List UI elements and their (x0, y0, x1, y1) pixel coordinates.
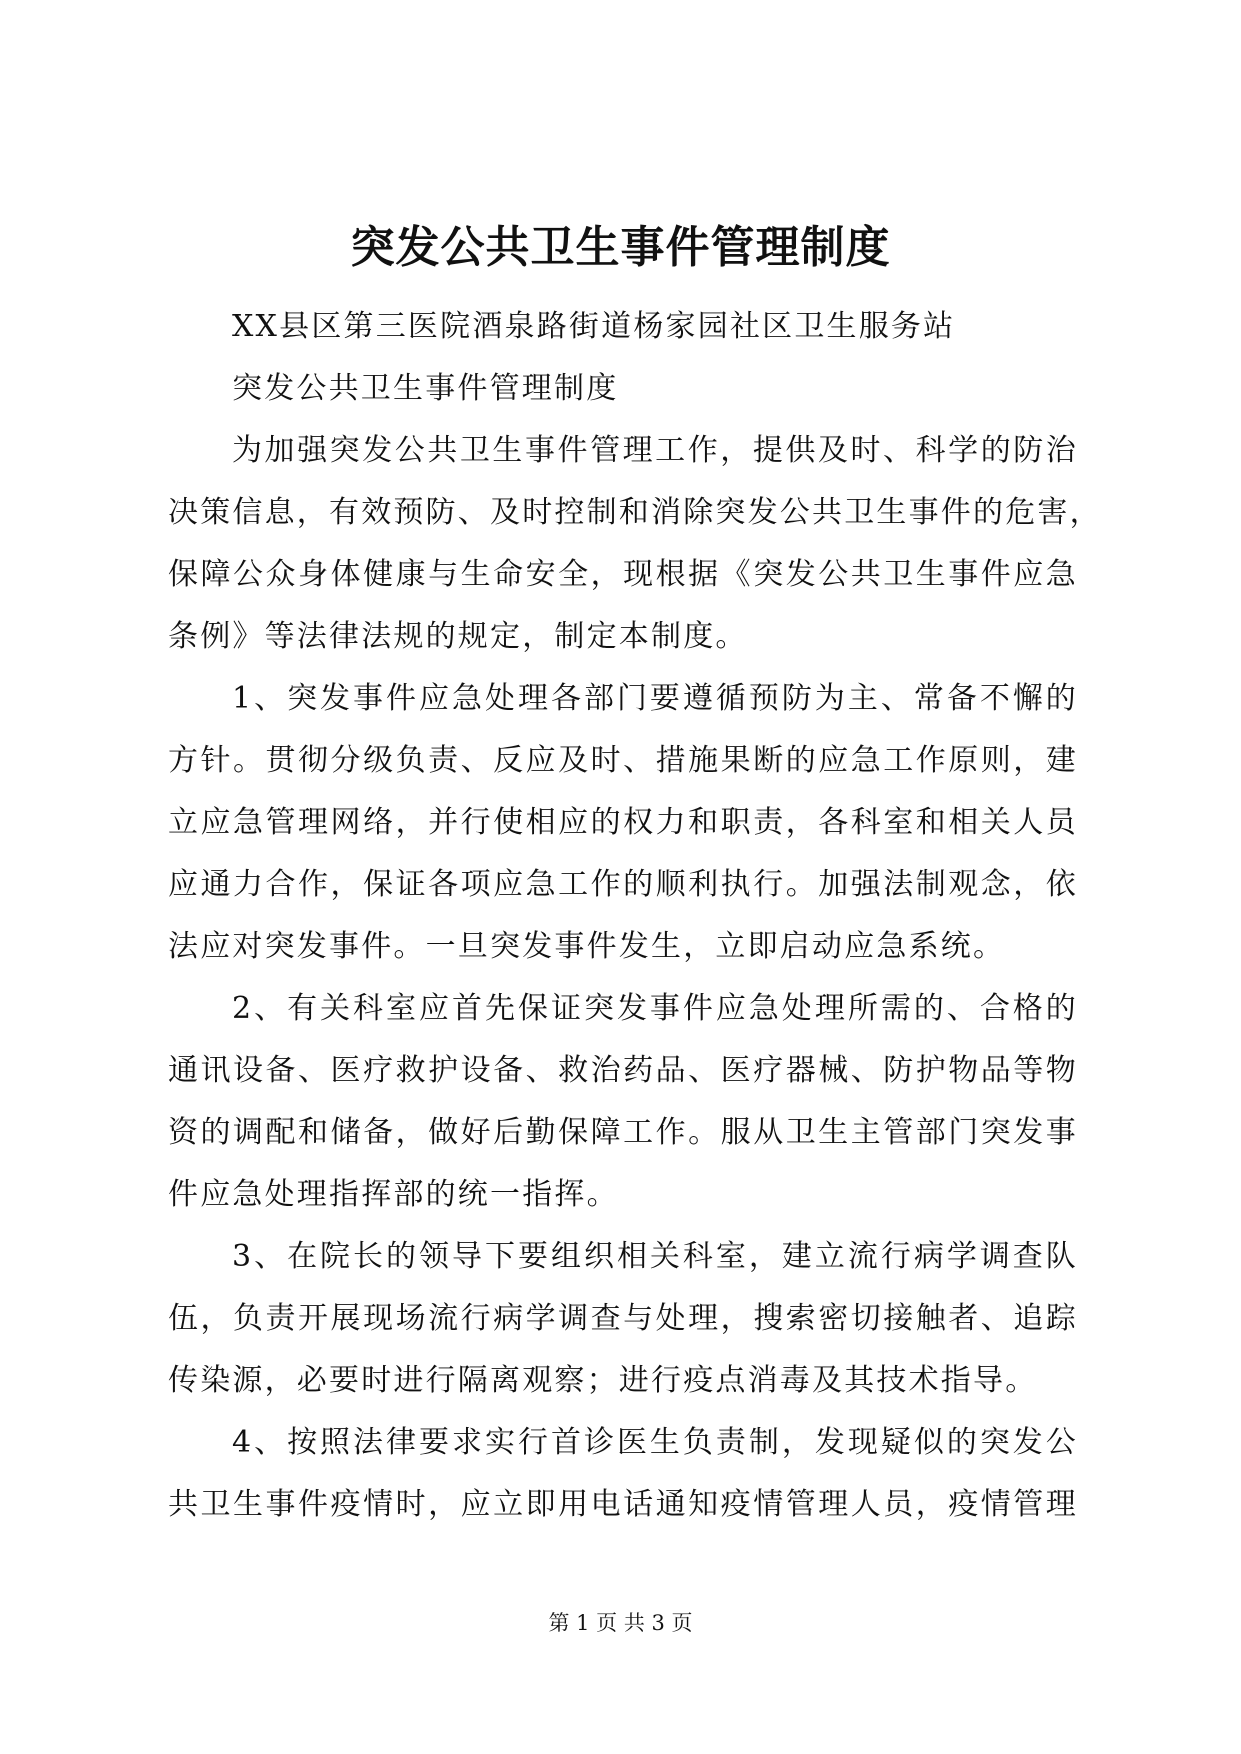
item-4-line: 共卫生事件疫情时，应立即用电话通知疫情管理人员，疫情管理 (168, 1487, 1078, 1522)
intro-paragraph-line: 保障公众身体健康与生命安全，现根据《突发公共卫生事件应急 (168, 557, 1078, 592)
org-name-line: XX县区第三医院酒泉路街道杨家园社区卫生服务站 (232, 309, 956, 344)
item-2-line: 2、有关科室应首先保证突发事件应急处理所需的、合格的 (232, 991, 1078, 1026)
document-body (168, 296, 1102, 1536)
subtitle-line: 突发公共卫生事件管理制度 (232, 371, 619, 406)
item-3-line: 伍，负责开展现场流行病学调查与处理，搜索密切接触者、追踪 (168, 1301, 1078, 1336)
document-title: 突发公共卫生事件管理制度 (350, 222, 891, 273)
item-1-line: 立应急管理网络，并行使相应的权力和职责，各科室和相关人员 (168, 805, 1078, 840)
intro-paragraph-line: 决策信息，有效预防、及时控制和消除突发公共卫生事件的危害， (168, 495, 1102, 530)
item-3-line: 传染源，必要时进行隔离观察；进行疫点消毒及其技术指导。 (168, 1363, 1038, 1398)
item-3-line: 3、在院长的领导下要组织相关科室，建立流行病学调查队 (232, 1239, 1078, 1274)
item-1-line: 法应对突发事件。一旦突发事件发生，立即启动应急系统。 (168, 929, 1006, 964)
item-2-line: 通讯设备、医疗救护设备、救治药品、医疗器械、防护物品等物 (168, 1053, 1078, 1088)
intro-paragraph-line: 条例》等法律法规的规定，制定本制度。 (168, 619, 748, 654)
item-2-line: 件应急处理指挥部的统一指挥。 (168, 1177, 619, 1212)
item-1-line: 方针。贯彻分级负责、反应及时、措施果断的应急工作原则，建 (168, 743, 1078, 778)
item-4-line: 4、按照法律要求实行首诊医生负责制，发现疑似的突发公 (232, 1425, 1078, 1460)
item-2-line: 资的调配和储备，做好后勤保障工作。服从卫生主管部门突发事 (168, 1115, 1078, 1150)
page-footer: 第 1 页 共 3 页 (548, 1611, 693, 1635)
item-1-line: 1、突发事件应急处理各部门要遵循预防为主、常备不懈的 (232, 681, 1078, 716)
intro-paragraph-line: 为加强突发公共卫生事件管理工作，提供及时、科学的防治 (232, 433, 1078, 468)
item-1-line: 应通力合作，保证各项应急工作的顺利执行。加强法制观念，依 (168, 867, 1078, 902)
